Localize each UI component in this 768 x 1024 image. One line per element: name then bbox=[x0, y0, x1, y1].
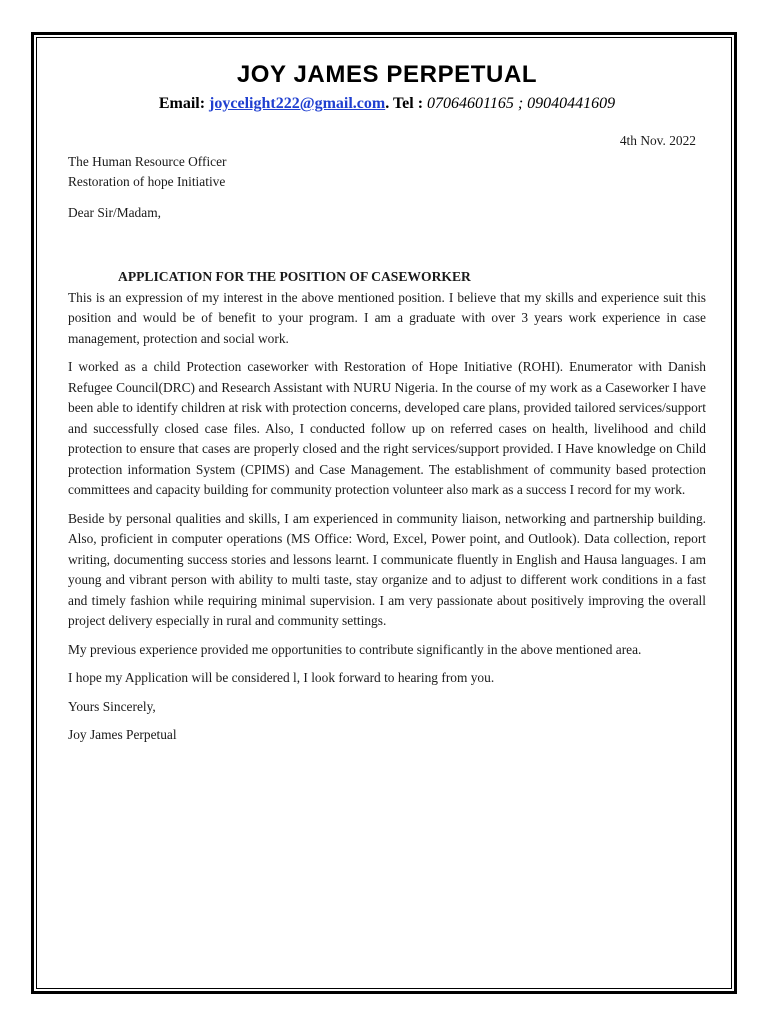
applicant-name: JOY JAMES PERPETUAL bbox=[236, 61, 538, 88]
closing: Yours Sincerely, bbox=[68, 698, 156, 714]
recipient-line-1: The Human Resource Officer bbox=[68, 153, 227, 169]
signature-name: Joy James Perpetual bbox=[68, 727, 177, 742]
subject-heading: APPLICATION FOR THE POSITION OF CASEWORKER bbox=[118, 269, 471, 284]
body-paragraph-3: Beside by personal qualities and skills, I am experienced in community liaison, networking and partnership building. Also, proficient in computer operations (MS Office: Word, Excel, Power point, and Outlook). Data collection, report writing, documenting success stories and lessons learnt. I communicate fluently in English and Hausa languages. I am young and vibrant person with ability to multi taste, stay organize and to adjust to different work conditions in a fast and timely fashion while requiring minimal supervision. I am very passionate about positively improving the overall project delivery especially in rural and community settings. bbox=[68, 510, 706, 628]
contact-line bbox=[68, 93, 706, 115]
phone-numbers: 07064601165 ; 09040441609 bbox=[427, 95, 616, 112]
salutation: Dear Sir/Madam, bbox=[68, 204, 161, 220]
letter-date: 4th Nov. 2022 bbox=[619, 133, 696, 148]
recipient-line-2: Restoration of hope Initiative bbox=[68, 174, 226, 189]
letter-content bbox=[68, 58, 706, 746]
body-paragraph-4: My previous experience provided me opportunities to contribute significantly in the above mentioned area. bbox=[68, 641, 642, 657]
tel-label: . Tel : bbox=[385, 95, 424, 112]
body-paragraph-1: This is an expression of my interest in the above mentioned position. I believe that my skills and experience suit this position and would be of benefit to your program. I am a graduate with over 3 years work experience in case management, protection and social work. bbox=[68, 289, 706, 346]
body-paragraph-2: I worked as a child Protection caseworker with Restoration of Hope Initiative (ROHI). Enumerator with Danish Refugee Council(DRC) and Research Assistant with NURU Nigeria. In the course of my work as a Caseworker I have been able to identify children at risk with protection concerns, developed care plans, provided tailored services/support and successfully closed case files. Also, I conducted follow up on referred cases on health, livelihood and child protection to ensure that cases are properly closed and the right services/support provided. I Have knowledge on Child protection information System (CPIMS) and Case Management. The establishment of community based protection committees and capacity building for community protection volunteer also mark as a success I record for my work. bbox=[68, 359, 706, 497]
body-paragraph-5: I hope my Application will be considered l, I look forward to hearing from you. bbox=[68, 670, 495, 685]
email-label: Email: bbox=[158, 95, 206, 112]
email-link[interactable]: joycelight222@gmail.com bbox=[209, 95, 386, 112]
